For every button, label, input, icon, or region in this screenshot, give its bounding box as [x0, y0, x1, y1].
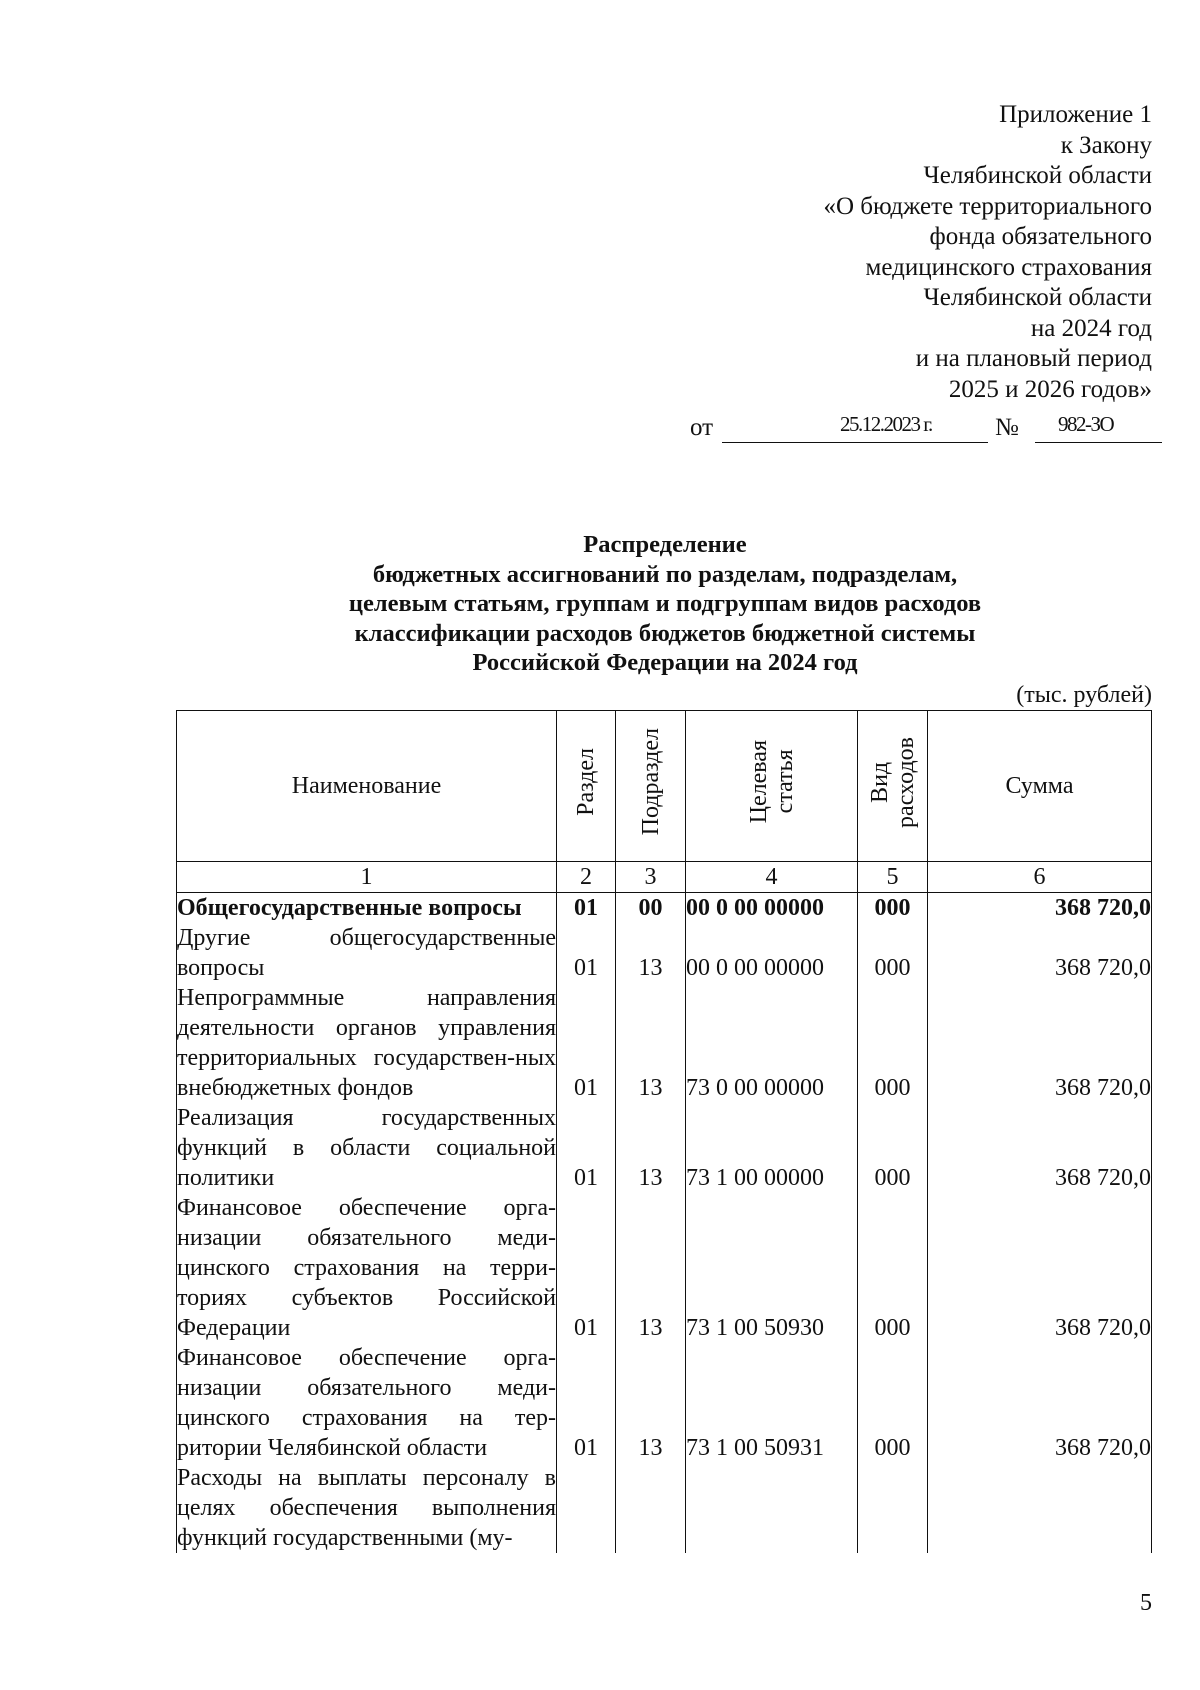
- row-celevaya-statya: 00 0 00 00000: [686, 923, 858, 983]
- column-number: 2: [557, 862, 616, 893]
- annex-header: [823, 100, 1152, 405]
- law-number: 982-ЗО: [1058, 412, 1114, 436]
- row-razdel: 01: [557, 1343, 616, 1463]
- table-header-row: [177, 711, 1152, 862]
- row-celevaya-statya: 73 1 00 00000: [686, 1103, 858, 1193]
- row-razdel: 01: [557, 983, 616, 1103]
- row-summa: 368 720,0: [928, 983, 1152, 1103]
- row-podrazdel: 13: [616, 923, 686, 983]
- row-celevaya-statya: 73 1 00 50930: [686, 1193, 858, 1343]
- row-name: [177, 1103, 557, 1193]
- header-celevaya-line: Целевая: [745, 740, 772, 824]
- column-numbers-row: [177, 862, 1152, 893]
- row-name-text: Общегосударственные вопросы: [177, 895, 522, 921]
- budget-table: [176, 710, 1152, 1553]
- table-row: [177, 1193, 1152, 1343]
- document-title: [0, 530, 1200, 678]
- row-name-text: Непрограммные направления деятельности органов управления территориальных государствен-ных внебюджетных фондов: [177, 985, 556, 1101]
- row-podrazdel: 00: [616, 893, 686, 924]
- row-vid-rashodov: [858, 1463, 928, 1553]
- annex-line: и на плановый период: [915, 345, 1152, 372]
- row-podrazdel: [616, 1463, 686, 1553]
- table-row: [177, 1343, 1152, 1463]
- table-row: [177, 893, 1152, 924]
- annex-line: «О бюджете территориального: [823, 192, 1152, 220]
- row-podrazdel: 13: [616, 1343, 686, 1463]
- header-summa: Сумма: [928, 711, 1152, 862]
- row-celevaya-statya: 00 0 00 00000: [686, 893, 858, 924]
- row-podrazdel: 13: [616, 983, 686, 1103]
- header-celevaya-text: [746, 740, 798, 823]
- annex-line: Приложение 1: [999, 101, 1152, 128]
- header-podrazdel-text: Подраздел: [637, 728, 664, 836]
- page-number: 5: [1140, 1590, 1152, 1616]
- header-razdel: [557, 711, 616, 862]
- column-number: 6: [928, 862, 1152, 893]
- column-number: 1: [177, 862, 557, 893]
- row-summa: 368 720,0: [928, 1193, 1152, 1343]
- row-name-text: Финансовое обеспечение орга-низации обязательного меди-цинского страхования на тер-ритории Челябинской области: [177, 1345, 556, 1461]
- row-vid-rashodov: 000: [858, 1193, 928, 1343]
- row-celevaya-statya: [686, 1463, 858, 1553]
- law-date-number: [690, 412, 1162, 446]
- header-razdel-text: Раздел: [573, 748, 599, 816]
- column-number: 4: [686, 862, 858, 893]
- title-line: классификации расходов бюджетов бюджетной системы: [354, 619, 976, 647]
- annex-line: на 2024 год: [1030, 314, 1152, 342]
- row-celevaya-statya: 73 0 00 00000: [686, 983, 858, 1103]
- table-row: [177, 1463, 1152, 1553]
- title-line: Распределение: [583, 531, 747, 558]
- row-name: [177, 893, 557, 924]
- row-vid-rashodov: 000: [858, 1343, 928, 1463]
- row-vid-rashodov: 000: [858, 923, 928, 983]
- annex-line: фонда обязательного: [929, 223, 1152, 250]
- header-vid-line: расходов: [892, 736, 919, 828]
- header-celevaya-line: статья: [771, 750, 798, 814]
- annex-line: к Закону: [1060, 131, 1152, 159]
- row-summa: 368 720,0: [928, 1343, 1152, 1463]
- title-line: Российской Федерации на 2024 год: [472, 649, 858, 676]
- annex-line: Челябинской области: [923, 162, 1152, 189]
- row-name: [177, 1343, 557, 1463]
- row-summa: 368 720,0: [928, 893, 1152, 924]
- date-prefix: от: [690, 414, 714, 441]
- title-line: бюджетных ассигнований по разделам, подразделам,: [372, 560, 958, 588]
- header-name: Наименование: [177, 711, 557, 862]
- row-name-text: Другие общегосударственные вопросы: [177, 925, 556, 981]
- table-row: [177, 923, 1152, 983]
- row-vid-rashodov: 000: [858, 1103, 928, 1193]
- row-razdel: 01: [557, 1193, 616, 1343]
- column-number: 5: [858, 862, 928, 893]
- date-underline: [722, 442, 988, 443]
- annex-line: медицинского страхования: [865, 253, 1152, 281]
- units-label: (тыс. рублей): [1016, 682, 1152, 708]
- header-vid-line: Вид: [866, 761, 893, 803]
- row-vid-rashodov: 000: [858, 893, 928, 924]
- header-celevaya-statya: [686, 711, 858, 862]
- annex-line: 2025 и 2026 годов»: [948, 375, 1152, 403]
- number-prefix: №: [995, 414, 1019, 441]
- table-row: [177, 1103, 1152, 1193]
- title-line: целевым статьям, группам и подгруппам видов расходов: [348, 590, 982, 617]
- row-razdel: 01: [557, 923, 616, 983]
- row-celevaya-statya: 73 1 00 50931: [686, 1343, 858, 1463]
- row-summa: [928, 1463, 1152, 1553]
- law-date: 25.12.2023 г.: [840, 412, 932, 436]
- row-name: [177, 1193, 557, 1343]
- row-name: [177, 983, 557, 1103]
- row-razdel: 01: [557, 1103, 616, 1193]
- row-podrazdel: 13: [616, 1103, 686, 1193]
- header-podrazdel: [616, 711, 686, 862]
- row-razdel: [557, 1463, 616, 1553]
- row-name-text: Финансовое обеспечение орга-низации обязательного меди-цинского страхования на терри-ториях субъектов Российской Федерации: [177, 1195, 556, 1341]
- row-name: [177, 1463, 557, 1553]
- row-name-text: Расходы на выплаты персоналу в целях обеспечения выполнения функций государственными (му-: [177, 1465, 556, 1551]
- row-summa: 368 720,0: [928, 1103, 1152, 1193]
- row-podrazdel: 13: [616, 1193, 686, 1343]
- annex-line: Челябинской области: [923, 284, 1152, 311]
- row-vid-rashodov: 000: [858, 983, 928, 1103]
- table-row: [177, 983, 1152, 1103]
- column-number: 3: [616, 862, 686, 893]
- row-name-text: Реализация государственных функций в области социальной политики: [177, 1105, 556, 1191]
- row-razdel: 01: [557, 893, 616, 924]
- row-summa: 368 720,0: [928, 923, 1152, 983]
- row-name: [177, 923, 557, 983]
- header-vid-text: [867, 737, 919, 828]
- header-vid-rashodov: [858, 711, 928, 862]
- number-underline: [1035, 442, 1162, 443]
